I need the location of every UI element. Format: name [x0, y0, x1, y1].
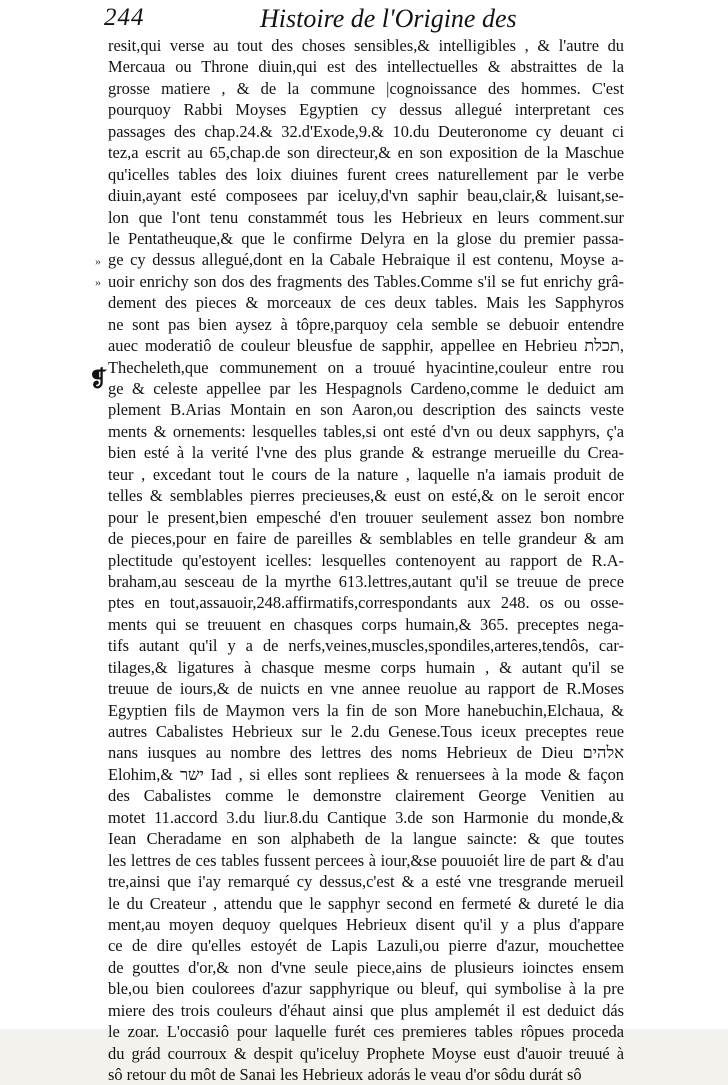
text-line: braham,au sesceau de la myrthe 613.lettres,autant qu'il se treuue de prece: [108, 571, 624, 591]
text-line: teur , excedant tout le cours de la nature , laquelle n'a iamais produit de: [108, 464, 624, 484]
text-line: treuue de iours,& de nuicts en vne annee reuolue au rapport de R.Moses: [108, 679, 624, 699]
text-line: Elohim,& ישר Iad , si elles sont repliees & renuersees à la mode & façon: [108, 764, 624, 784]
text-line: bien esté à la verité l'vne des plus grande & estrange merueille du Crea-: [108, 443, 624, 463]
text-line: plectitude qu'estoyent icelles: lesquelles contenoyent au rapport de R.A-: [108, 550, 624, 570]
text-line: grosse matiere , & de la commune |cognoissance des hommes. C'est: [108, 78, 624, 98]
body-text: [108, 35, 624, 1085]
text-line: ge & celeste appellee par les Hespagnols Cardeno,comme le deduict am: [108, 379, 624, 398]
text-line: de pieces,pour en faire de pareilles & semblables en telle grandeur & am: [108, 529, 624, 549]
text-line: Iean Cheradame en son alphabeth de la langue saincte: & que toutes: [108, 829, 624, 849]
text-line: resit,qui verse au tout des choses sensibles,& intelligibles , & l'autre du: [108, 36, 624, 55]
text-line: Thecheleth,que communement on a trouué hyacintine,couleur entre rou: [108, 357, 624, 377]
text-line: le du Createur , attendu que le sapphyr second en fermeté & dureté le dia: [108, 893, 624, 913]
text-line: ment,au moyen dequoy quelques Hebrieux disent qu'il y a plus d'appare: [108, 914, 624, 934]
text-line: ne sont pas bien aysez à tôpre,parquoy cela semble se debuoir entendre: [108, 314, 624, 334]
text-line: tez,a escrit au 65,chap.de son directeur,& en son exposition de la Maschue: [108, 143, 624, 163]
text-line: tre,ainsi que i'ay remarqué cy dessus,c'est & a esté vne tresgrande merueil: [108, 872, 624, 892]
margin-quote-mark: »: [95, 254, 101, 268]
text-line: diuin,ayant esté composees par iceluy,d'vn saphir beau,clair,& luisant,se-: [108, 186, 624, 206]
text-line: Mercaua ou Throne diuin,qui est des intellectuelles & abstraittes de la: [108, 57, 624, 77]
text-line: dement des pieces & morceaux de ces deux tables. Mais les Sapphyros: [108, 293, 624, 313]
text-line: ments & ornements: lesquelles tables,si ont esté d'vn ou deux sapphyrs, ç'a: [108, 421, 624, 441]
text-line: auec moderatiô de couleur bleusfue de sapphir, appellee en Hebrieu תכלת,: [108, 336, 624, 356]
text-line: pour le present,bien empesché d'en trouuer seulement assez bon nombre: [108, 507, 624, 527]
text-line: motet 11.accord 3.du liur.8.du Cantique 3.de son Harmonie du monde,&: [108, 807, 624, 827]
text-line: miere des trois couleurs d'éhaut ainsi que plus amplemét il est deduict dás: [108, 1000, 624, 1020]
text-line: telles & semblables pierres precieuses,& eust on esté,& on le seroit encor: [108, 486, 624, 506]
page-header: [104, 4, 664, 34]
text-line: nans iusques au nombre des lettres des noms Hebrieux de Dieu אלהים: [108, 743, 624, 763]
text-line: des Cabalistes comme le demonstre clairement George Venitien au: [108, 786, 624, 806]
text-line: qu'icelles tables des loix diuines furent crees naturellement par le verbe: [108, 164, 624, 184]
text-line: tilages,& ligatures à chasque mesme corps humain , & autant qu'il se: [108, 657, 624, 677]
margin-quote-mark: »: [95, 275, 101, 289]
text-line: pourquoy Rabbi Moyses Egyptien cy dessus allegué interpretant ces: [108, 100, 624, 120]
text-line: sô retour du môt de Sanai les Hebrieux adorás le veau d'or sôdu durát sô: [108, 1065, 582, 1084]
paragraph-mark-icon: ❡: [89, 366, 108, 392]
text-line: du grád courroux & despit qu'iceluy Prophete Moyse eust d'auoir treuué à: [108, 1043, 624, 1063]
text-line: de gouttes d'or,& non d'vne seule piece,ains de plusieurs ioinctes ensem: [108, 957, 624, 977]
text-line: passages des chap.24.& 32.d'Exode,9.& 10.du Deuteronome cy deuant ci: [108, 121, 624, 141]
text-line: lon que l'ont tenu constammét tous les Hebrieux en leurs comment.sur: [108, 207, 624, 227]
text-line: le zoar. L'occasiô pour laquelle furét ces premieres tables rôpues proceda: [108, 1022, 624, 1042]
text-line: les lettres de ces tables fussent percees à iour,&se pouuoiét lire de part & d'au: [108, 850, 624, 870]
text-line: ptes en tout,assauoir,248.affirmatifs,correspondants aux 248. os ou osse-: [108, 593, 624, 613]
text-line: ce de dire qu'elles estoyét de Lapis Lazuli,ou pierre d'azur, mouchettee: [108, 936, 624, 956]
text-line: ble,ou bien coulorees d'azur sapphyrique ou bleuf, qui symbolise à la pre: [108, 979, 624, 999]
text-line: ge cy dessus allegué,dont en la Cabale Hebraique il est contenu, Moyse a-: [108, 250, 624, 270]
text-line: ments qui se treuuent en chasques corps humain,& 365. preceptes nega-: [108, 614, 624, 634]
text-line: Egyptien fils de Maymon vers la fin de son More hanebuchin,Elchaua, &: [108, 700, 624, 720]
text-line: plement B.Arias Montain en son Aaron,ou description des saincts veste: [108, 400, 624, 420]
running-title: Histoire de l'Origine des: [260, 4, 517, 33]
text-line: tifs autant qu'il y a de nerfs,veines,muscles,spondiles,arteres,tendôs, car-: [108, 636, 624, 656]
text-line: le Pentatheuque,& que le confirme Delyra en la glose du premier passa-: [108, 228, 624, 248]
text-line: uoir enrichy son dos des fragments des Tables.Comme s'il se fut enrichy grâ-: [108, 271, 624, 291]
page-number: 244: [104, 4, 145, 31]
text-line: autres Cabalistes Hebrieux sur le 2.du Genese.Tous iceux preceptes reue: [108, 722, 624, 741]
